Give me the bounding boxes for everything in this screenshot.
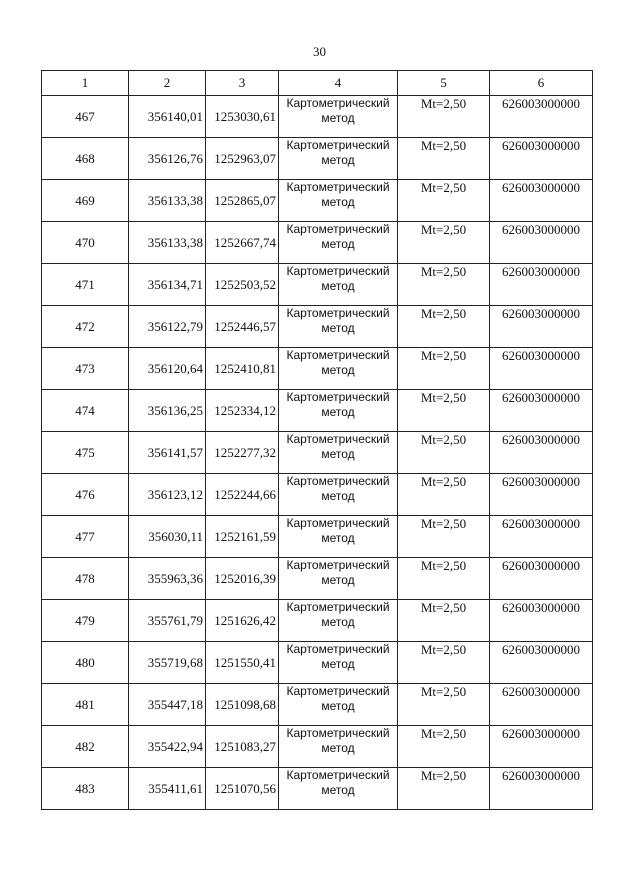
column-header-5: 5 [398,71,490,96]
table-header-row [42,71,593,96]
y-coordinate-cell: 1251550,41 [206,642,279,684]
point-number-cell: 473 [42,348,129,390]
code-cell: 626003000000 [490,474,593,516]
accuracy-cell: Mt=2,50 [398,222,490,264]
y-coordinate-cell: 1251098,68 [206,684,279,726]
x-coordinate-cell: 355411,61 [129,768,206,810]
point-number-cell: 467 [42,96,129,138]
point-number-cell: 483 [42,768,129,810]
accuracy-cell: Mt=2,50 [398,768,490,810]
accuracy-cell: Mt=2,50 [398,348,490,390]
method-cell [279,432,398,474]
method-label-line1: Картометрический [286,642,390,656]
column-header-6: 6 [490,71,593,96]
method-label-line2: метод [321,237,355,251]
table-row [42,768,593,810]
x-coordinate-cell: 356133,38 [129,180,206,222]
point-number-cell: 482 [42,726,129,768]
table-row [42,474,593,516]
column-header-1: 1 [42,71,129,96]
method-label-line2: метод [321,741,355,755]
column-header-3: 3 [206,71,279,96]
y-coordinate-cell: 1252667,74 [206,222,279,264]
method-label-line2: метод [321,783,355,797]
accuracy-cell: Mt=2,50 [398,726,490,768]
accuracy-cell: Mt=2,50 [398,180,490,222]
x-coordinate-cell: 355719,68 [129,642,206,684]
code-cell: 626003000000 [490,306,593,348]
method-label-line1: Картометрический [286,600,390,614]
x-coordinate-cell: 356126,76 [129,138,206,180]
method-label-line2: метод [321,699,355,713]
point-number-cell: 475 [42,432,129,474]
method-cell [279,768,398,810]
method-label-line2: метод [321,195,355,209]
method-label-line1: Картометрический [286,558,390,572]
code-cell: 626003000000 [490,264,593,306]
method-cell [279,348,398,390]
x-coordinate-cell: 356136,25 [129,390,206,432]
code-cell: 626003000000 [490,558,593,600]
y-coordinate-cell: 1251626,42 [206,600,279,642]
method-cell [279,96,398,138]
method-label-line1: Картометрический [286,306,390,320]
accuracy-cell: Mt=2,50 [398,138,490,180]
table-row [42,516,593,558]
table-row [42,432,593,474]
method-label-line2: метод [321,489,355,503]
method-cell [279,642,398,684]
method-label-line1: Картометрический [286,726,390,740]
method-label-line2: метод [321,363,355,377]
method-label-line1: Картометрический [286,390,390,404]
x-coordinate-cell: 355447,18 [129,684,206,726]
accuracy-cell: Mt=2,50 [398,516,490,558]
code-cell: 626003000000 [490,726,593,768]
code-cell: 626003000000 [490,96,593,138]
point-number-cell: 474 [42,390,129,432]
method-label-line2: метод [321,615,355,629]
table-row [42,180,593,222]
x-coordinate-cell: 356120,64 [129,348,206,390]
x-coordinate-cell: 356123,12 [129,474,206,516]
accuracy-cell: Mt=2,50 [398,306,490,348]
method-cell [279,558,398,600]
code-cell: 626003000000 [490,390,593,432]
method-label-line1: Картометрический [286,768,390,782]
method-label-line1: Картометрический [286,348,390,362]
table-row [42,264,593,306]
method-cell [279,264,398,306]
y-coordinate-cell: 1252244,66 [206,474,279,516]
method-cell [279,222,398,264]
column-header-2: 2 [129,71,206,96]
table-row [42,600,593,642]
method-label-line1: Картометрический [286,474,390,488]
y-coordinate-cell: 1252963,07 [206,138,279,180]
column-header-4: 4 [279,71,398,96]
x-coordinate-cell: 355761,79 [129,600,206,642]
point-number-cell: 471 [42,264,129,306]
point-number-cell: 480 [42,642,129,684]
table-row [42,390,593,432]
page-number: 30 [313,44,326,59]
y-coordinate-cell: 1252410,81 [206,348,279,390]
accuracy-cell: Mt=2,50 [398,558,490,600]
table-row [42,222,593,264]
method-cell [279,390,398,432]
accuracy-cell: Mt=2,50 [398,264,490,306]
method-label-line2: метод [321,657,355,671]
point-number-cell: 469 [42,180,129,222]
point-number-cell: 477 [42,516,129,558]
x-coordinate-cell: 356140,01 [129,96,206,138]
method-label-line2: метод [321,573,355,587]
y-coordinate-cell: 1252334,12 [206,390,279,432]
method-label-line1: Картометрический [286,516,390,530]
y-coordinate-cell: 1252865,07 [206,180,279,222]
method-cell [279,516,398,558]
method-cell [279,600,398,642]
accuracy-cell: Mt=2,50 [398,474,490,516]
code-cell: 626003000000 [490,768,593,810]
table-row [42,306,593,348]
method-cell [279,180,398,222]
method-label-line2: метод [321,321,355,335]
coordinates-table [41,70,593,810]
accuracy-cell: Mt=2,50 [398,96,490,138]
x-coordinate-cell: 355963,36 [129,558,206,600]
method-label-line1: Картометрический [286,180,390,194]
point-number-cell: 476 [42,474,129,516]
table-row [42,684,593,726]
code-cell: 626003000000 [490,222,593,264]
point-number-cell: 481 [42,684,129,726]
method-label-line2: метод [321,279,355,293]
code-cell: 626003000000 [490,348,593,390]
y-coordinate-cell: 1252016,39 [206,558,279,600]
code-cell: 626003000000 [490,600,593,642]
table-row [42,96,593,138]
code-cell: 626003000000 [490,432,593,474]
table-row [42,642,593,684]
point-number-cell: 478 [42,558,129,600]
method-label-line1: Картометрический [286,96,390,110]
x-coordinate-cell: 356141,57 [129,432,206,474]
method-label-line1: Картометрический [286,684,390,698]
method-label-line2: метод [321,447,355,461]
y-coordinate-cell: 1252503,52 [206,264,279,306]
point-number-cell: 479 [42,600,129,642]
y-coordinate-cell: 1252161,59 [206,516,279,558]
x-coordinate-cell: 355422,94 [129,726,206,768]
table-row [42,138,593,180]
code-cell: 626003000000 [490,642,593,684]
method-cell [279,474,398,516]
method-label-line2: метод [321,111,355,125]
y-coordinate-cell: 1252446,57 [206,306,279,348]
method-cell [279,138,398,180]
method-cell [279,726,398,768]
point-number-cell: 472 [42,306,129,348]
accuracy-cell: Mt=2,50 [398,600,490,642]
code-cell: 626003000000 [490,180,593,222]
method-label-line1: Картометрический [286,222,390,236]
method-cell [279,684,398,726]
table-row [42,348,593,390]
method-cell [279,306,398,348]
x-coordinate-cell: 356030,11 [129,516,206,558]
method-label-line2: метод [321,405,355,419]
accuracy-cell: Mt=2,50 [398,390,490,432]
y-coordinate-cell: 1252277,32 [206,432,279,474]
x-coordinate-cell: 356134,71 [129,264,206,306]
method-label-line2: метод [321,531,355,545]
y-coordinate-cell: 1253030,61 [206,96,279,138]
method-label-line1: Картометрический [286,264,390,278]
code-cell: 626003000000 [490,138,593,180]
accuracy-cell: Mt=2,50 [398,432,490,474]
method-label-line2: метод [321,153,355,167]
table-row [42,558,593,600]
table-row [42,726,593,768]
y-coordinate-cell: 1251070,56 [206,768,279,810]
method-label-line1: Картометрический [286,432,390,446]
code-cell: 626003000000 [490,684,593,726]
accuracy-cell: Mt=2,50 [398,684,490,726]
point-number-cell: 468 [42,138,129,180]
x-coordinate-cell: 356133,38 [129,222,206,264]
method-label-line1: Картометрический [286,138,390,152]
code-cell: 626003000000 [490,516,593,558]
accuracy-cell: Mt=2,50 [398,642,490,684]
y-coordinate-cell: 1251083,27 [206,726,279,768]
x-coordinate-cell: 356122,79 [129,306,206,348]
point-number-cell: 470 [42,222,129,264]
